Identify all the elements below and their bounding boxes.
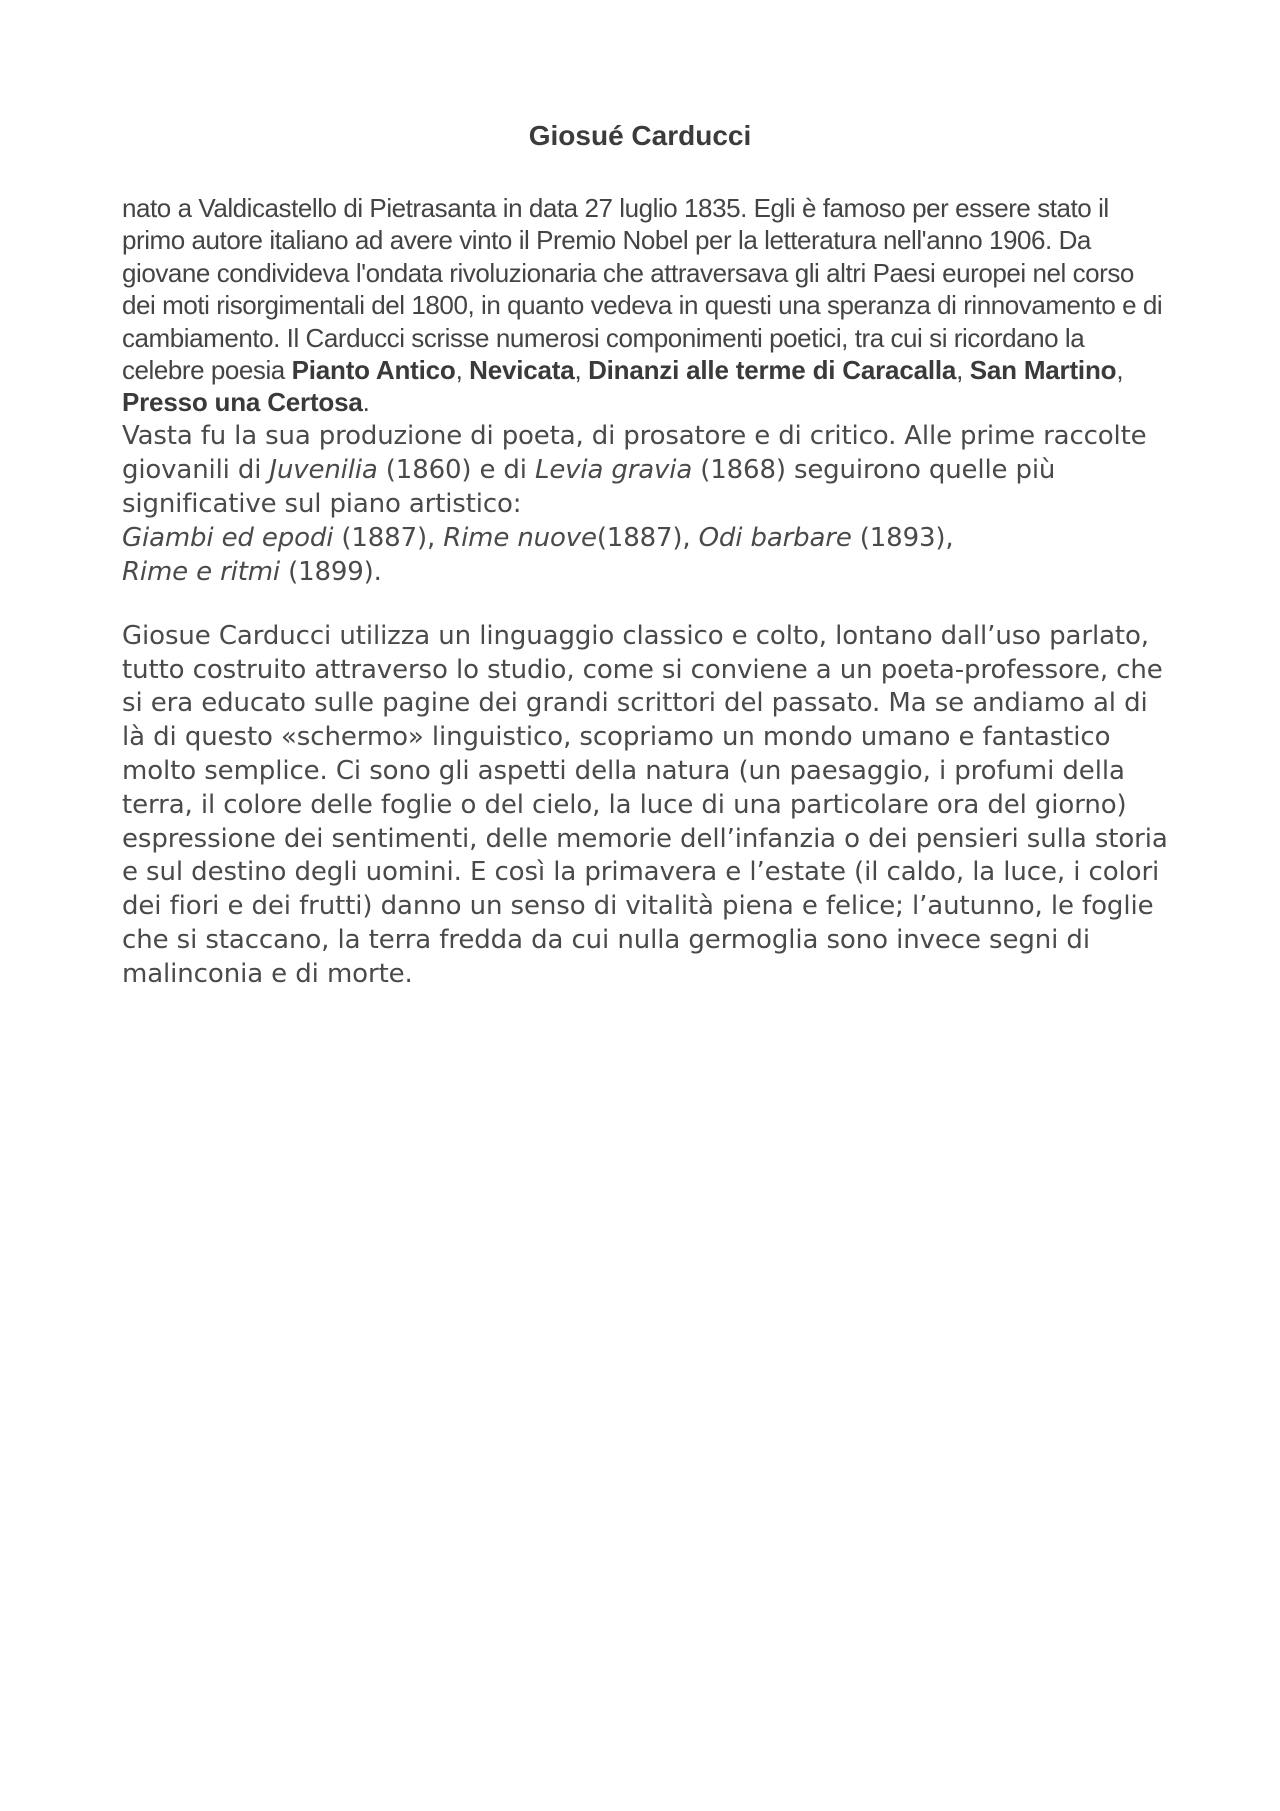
separator: , xyxy=(1116,355,1124,386)
biography-paragraph xyxy=(122,192,1172,419)
poem-title: Nevicata xyxy=(469,355,575,386)
work-title: Levia gravia xyxy=(534,454,693,485)
works-text: (1887), xyxy=(333,522,444,553)
separator: , xyxy=(574,355,589,386)
works-paragraph xyxy=(122,419,1172,589)
period: . xyxy=(362,387,370,418)
poem-title: San Martino xyxy=(969,355,1117,386)
poem-title: Presso una Certosa xyxy=(122,387,363,418)
works-text: (1860) e di xyxy=(377,454,535,485)
work-title: Odi barbare xyxy=(698,522,852,553)
biography-text: nato a Valdicastello di Pietrasanta in data 27 luglio 1835. Egli è famoso per essere stato il primo autore italiano ad avere vinto il Premio Nobel per la letteratura nell'anno 1906. Da giovane condivideva l'ondata rivoluzionaria che attraversava gli altri Paesi europei nel corso dei moti risorgimentali del 1800, in quanto vedeva in questi una speranza di rinnovamento e di cambiamento. Il Carducci scrisse numerosi componimenti poetici, tra cui si ricordano la celebre poesia xyxy=(122,193,1163,386)
works-text: (1868) seguirono quelle più significative sul piano artistico: xyxy=(122,454,1056,519)
works-intro: Vasta fu la sua produzione di poeta, di prosatore e di critico. Alle prime raccolte giovanili di xyxy=(122,420,1147,485)
work-title: Rime nuove xyxy=(443,522,597,553)
work-title: Rime e ritmi xyxy=(122,556,280,587)
document-title: Giosué Carducci xyxy=(528,120,752,151)
poem-title: Dinanzi alle terme di Caracalla xyxy=(588,355,957,386)
work-title: Juvenilia xyxy=(269,454,378,485)
work-title: Giambi ed epodi xyxy=(122,522,334,553)
poem-title: Pianto Antico xyxy=(291,355,456,386)
works-text: (1887), xyxy=(596,522,699,553)
works-end: (1899). xyxy=(280,556,382,587)
style-paragraph: Giosue Carducci utilizza un linguaggio classico e colto, lontano dall’uso parlato, tutto costruito attraverso lo studio, come si conviene a un poeta-professore, che si era educato sulle pagine dei grandi scrittori del passato. Ma se andiamo al di là di questo «schermo» linguistico, scopriamo un mondo umano e fantastico molto semplice. Ci sono gli aspetti della natura (un paesaggio, i profumi della terra, il colore delle foglie o del cielo, la luce di una particolare ora del giorno) espressione dei sentimenti, delle memorie dell’infanzia o dei pensieri sulla storia e sul destino degli uomini. E così la primavera e l’estate (il caldo, la luce, i colori dei fiori e dei frutti) danno un senso di vitalità piena e felice; l’autunno, le foglie che si staccano, la terra fredda da cui nulla germoglia sono invece segni di malinconia e di morte. xyxy=(122,620,1168,989)
document-body xyxy=(122,192,1172,992)
works-text: (1893), xyxy=(851,522,954,553)
separator: , xyxy=(956,355,970,386)
separator: , xyxy=(455,355,470,386)
